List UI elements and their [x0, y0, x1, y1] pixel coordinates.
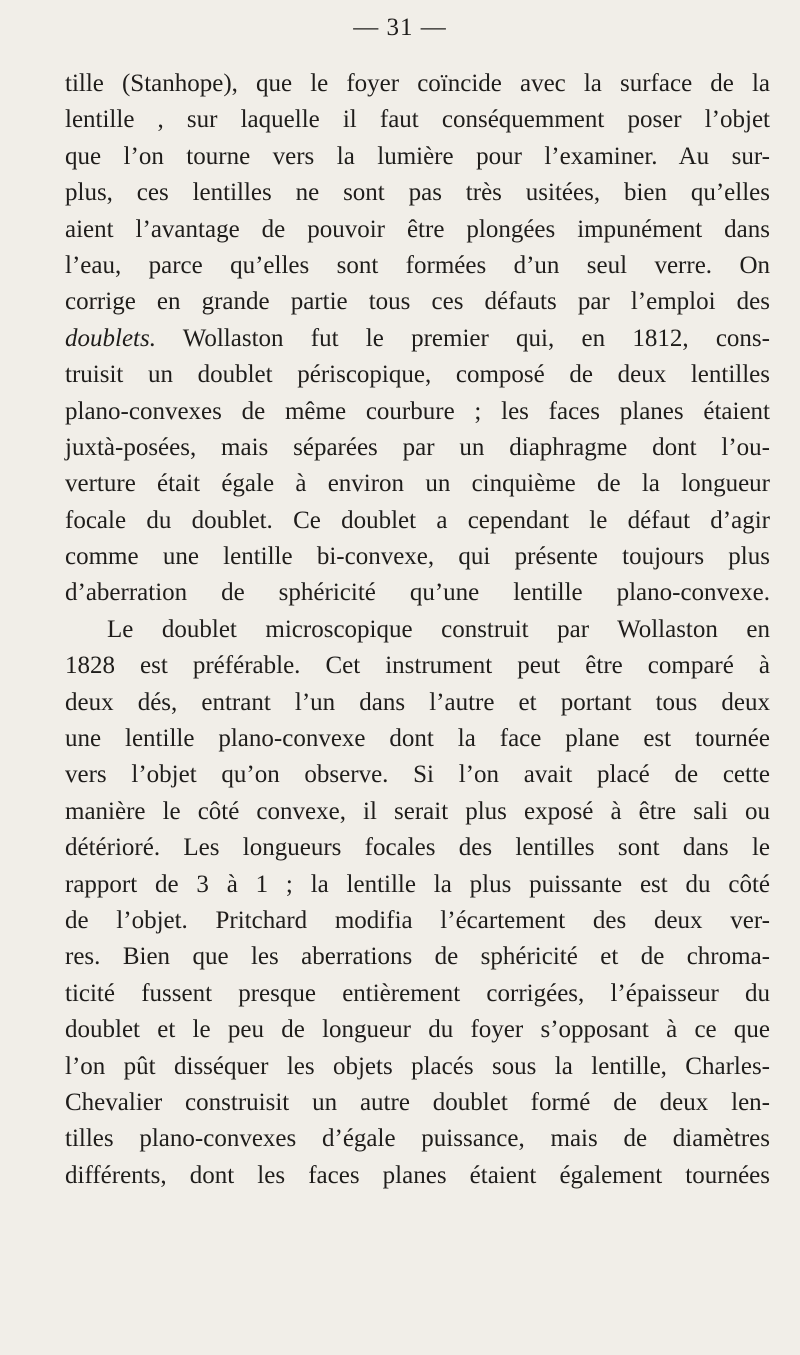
text-line: plus, ces lentilles ne sont pas très usitées, bien qu’elles [65, 179, 770, 207]
text-line: verture était égale à environ un cinquième de la longueur [65, 470, 770, 498]
text-line: ticité fussent presque entièrement corrigées, l’épaisseur du [65, 979, 770, 1007]
text-line: tilles plano-convexes d’égale puissance, mais de diamètres [65, 1125, 770, 1153]
text-line: lentille , sur laquelle il faut conséquemment poser l’objet [65, 106, 770, 134]
text-line: vers l’objet qu’on observe. Si l’on avait placé de cette [65, 761, 770, 789]
text-line: rapport de 3 à 1 ; la lentille la plus puissante est du côté [65, 870, 770, 898]
text-line: une lentille plano-convexe dont la face plane est tournée [65, 725, 770, 753]
text-line: 1828 est préférable. Cet instrument peut être comparé à [65, 652, 770, 680]
text-line: deux dés, entrant l’un dans l’autre et portant tous deux [65, 688, 770, 716]
text-line: truisit un doublet périscopique, composé de deux lentilles [65, 361, 770, 389]
text-line: l’eau, parce qu’elles sont formées d’un seul verre. On [65, 251, 770, 279]
text-line: tille (Stanhope), que le foyer coïncide avec la surface de la [65, 70, 770, 97]
text-line-with-italic [65, 321, 770, 357]
text-line: plano-convexes de même courbure ; les faces planes étaient [65, 397, 770, 425]
text-line: détérioré. Les longueurs focales des lentilles sont dans le [65, 834, 770, 862]
text-line: différents, dont les faces planes étaient également tournées [65, 1161, 770, 1189]
body-text [65, 66, 770, 1194]
text-line: comme une lentille bi-convexe, qui présente toujours plus [65, 543, 770, 571]
text-line: de l’objet. Pritchard modifia l’écartement des deux ver- [65, 906, 770, 934]
text-line: que l’on tourne vers la lumière pour l’examiner. Au sur- [65, 142, 770, 170]
text-line: corrige en grande partie tous ces défauts par l’emploi des [65, 288, 770, 316]
text-line-continuation: Wollaston fut le premier qui, en 1812, cons- [182, 324, 770, 352]
text-line: juxtà-posées, mais séparées par un diaphragme dont l’ou- [65, 433, 770, 461]
text-line: res. Bien que les aberrations de sphéricité et de chroma- [65, 943, 770, 971]
italic-term-doublets: doublets. [65, 324, 156, 352]
text-line: focale du doublet. Ce doublet a cependant le défaut d’agir [65, 506, 770, 534]
paragraph-start-line: Le doublet microscopique construit par Wollaston en [107, 615, 770, 643]
text-line: doublet et le peu de longueur du foyer s’opposant à ce que [65, 1016, 770, 1044]
text-line: manière le côté convexe, il serait plus exposé à être sali ou [65, 797, 770, 825]
text-line: aient l’avantage de pouvoir être plongées impunément dans [65, 215, 770, 243]
page-number: — 31 — [353, 14, 447, 41]
text-line: Chevalier construisit un autre doublet formé de deux len- [65, 1088, 770, 1116]
text-line: d’aberration de sphéricité qu’une lentille plano-convexe. [65, 579, 770, 607]
text-line: l’on pût disséquer les objets placés sous la lentille, Charles- [65, 1052, 770, 1080]
